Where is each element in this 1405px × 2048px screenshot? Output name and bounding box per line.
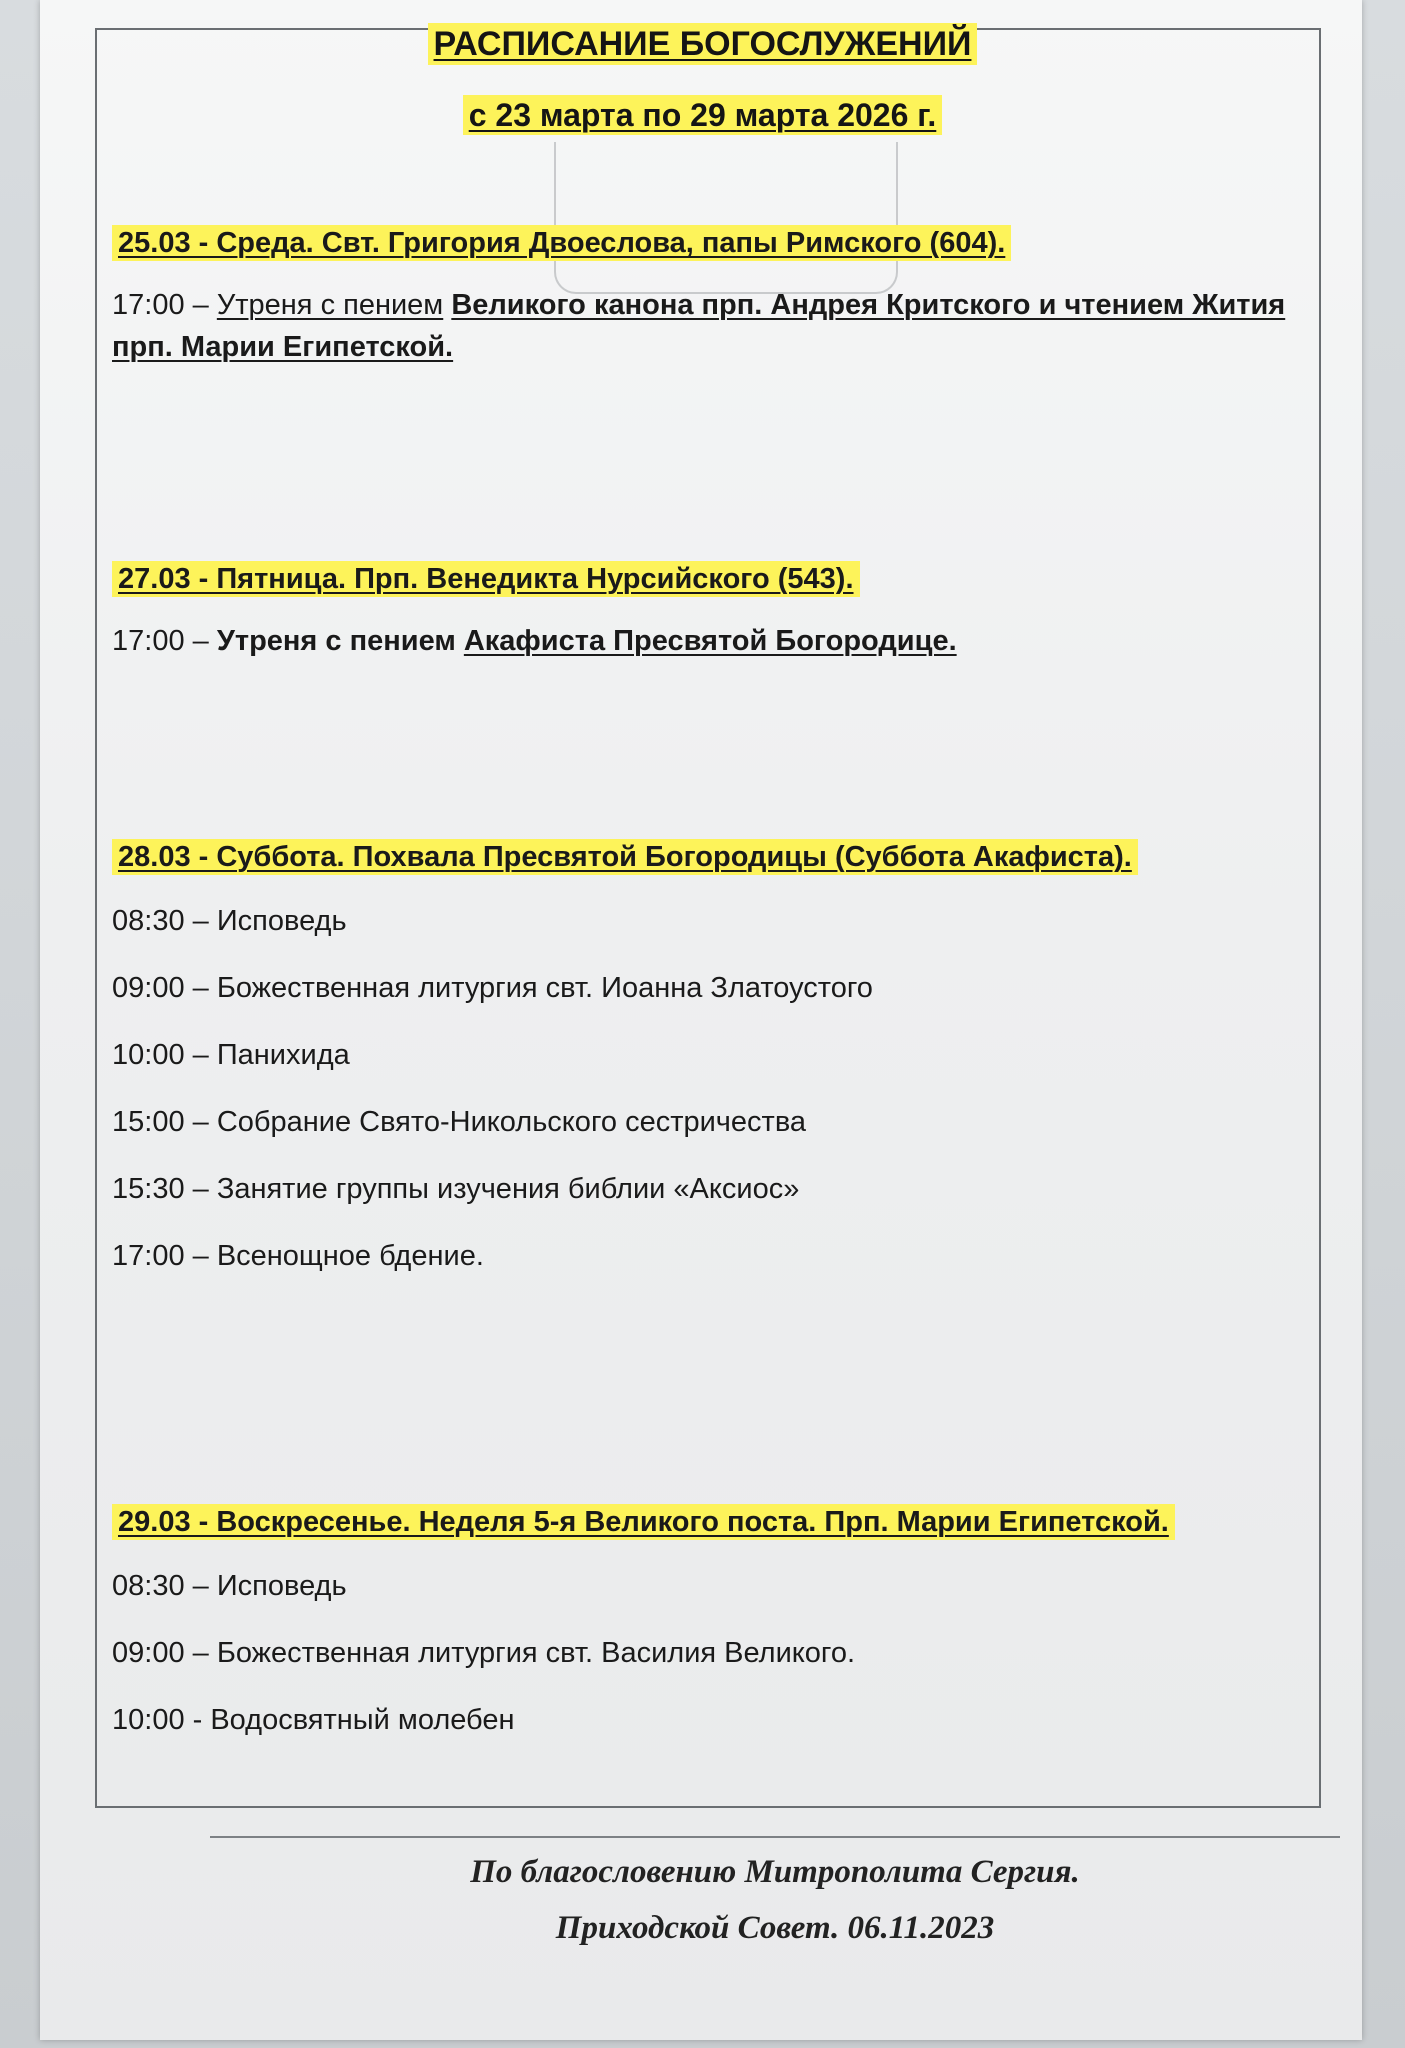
- service-list: [112, 1565, 1307, 1741]
- day-heading: 29.03 - Воскресенье. Неделя 5-я Великого поста. Прп. Марии Египетской.: [112, 1501, 1307, 1543]
- day-block-29-03: [112, 1501, 1307, 1766]
- day-block-28-03: [112, 836, 1307, 1302]
- service-entry: 17:00 – Всенощное бдение.: [112, 1240, 484, 1272]
- footer-council: Приходской Совет. 06.11.2023: [555, 1910, 995, 1946]
- day-heading: 27.03 - Пятница. Прп. Венедикта Нурсийского (543).: [112, 558, 1307, 600]
- service-list: [112, 900, 1307, 1277]
- day-heading: 25.03 - Среда. Свт. Григория Двоеслова, папы Римского (604).: [112, 222, 1307, 264]
- schedule-title: РАСПИСАНИЕ БОГОСЛУЖЕНИЙ: [0, 25, 1405, 64]
- service-entry: 09:00 – Божественная литургия свт. Василия Великого.: [112, 1637, 856, 1669]
- service-entry: 09:00 – Божественная литургия свт. Иоанна Златоустого: [112, 972, 873, 1004]
- service-entry: 10:00 - Водосвятный молебен: [112, 1704, 515, 1736]
- service-entry: 15:00 – Собрание Свято-Никольского сестричества: [112, 1106, 807, 1138]
- day-block-27-03: [112, 558, 1307, 662]
- service-entry: 17:00 – Утреня с пением Акафиста Пресвятой Богородице.: [112, 625, 957, 657]
- service-entry: 08:30 – Исповедь: [112, 905, 347, 937]
- service-entry: 17:00 – Утреня с пением Великого канона прп. Андрея Критского и чтением Жития прп. Марии Египетской.: [112, 289, 1286, 363]
- day-block-25-03: [112, 222, 1307, 368]
- footer-blessing: По благословению Митрополита Сергия.: [470, 1854, 1080, 1890]
- schedule-date-range: с 23 марта по 29 марта 2026 г.: [0, 97, 1405, 134]
- service-entry: 10:00 – Панихида: [112, 1039, 350, 1071]
- footer-divider: [210, 1836, 1340, 1838]
- service-entry: 15:30 – Занятие группы изучения библии «Аксиос»: [112, 1173, 800, 1205]
- service-entry: 08:30 – Исповедь: [112, 1570, 347, 1602]
- day-heading: 28.03 - Суббота. Похвала Пресвятой Богородицы (Суббота Акафиста).: [112, 836, 1307, 878]
